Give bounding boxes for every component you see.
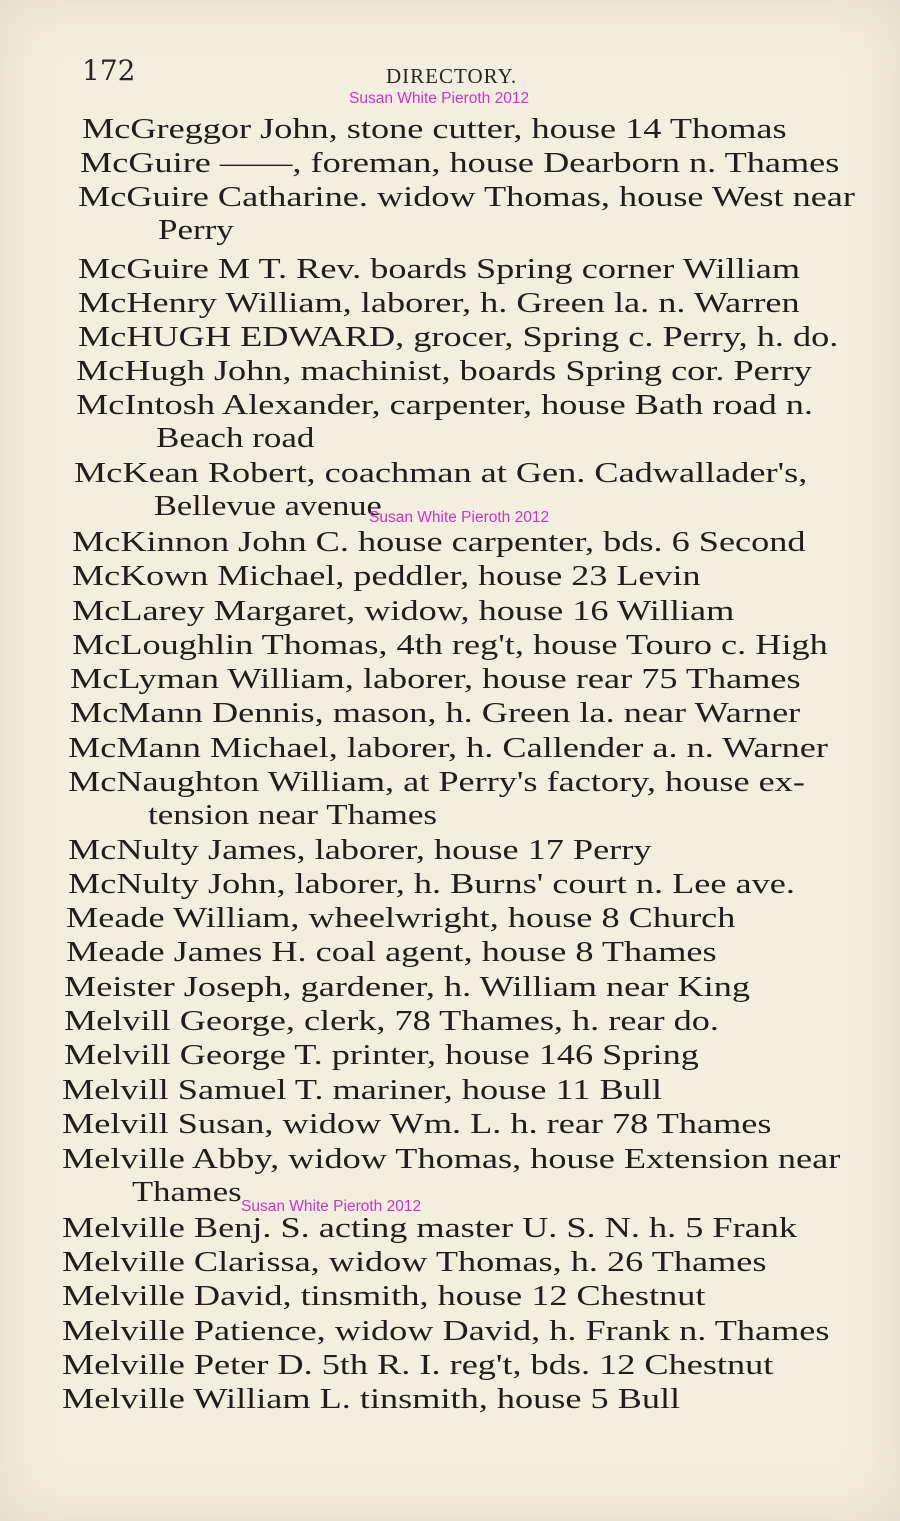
directory-entry-continuation: Perry	[158, 215, 234, 246]
directory-entry: McNaughton William, at Perry's factory, house ex-	[68, 766, 805, 798]
directory-entry: McHugh John, machinist, boards Spring cor. Perry	[76, 355, 812, 387]
directory-entry: Melvill Samuel T. mariner, house 11 Bull	[62, 1074, 662, 1106]
directory-entry: Melvill Susan, widow Wm. L. h. rear 78 Thames	[62, 1108, 772, 1140]
directory-entry: Melvill George T. printer, house 146 Spring	[64, 1039, 699, 1071]
watermark: Susan White Pieroth 2012	[241, 1198, 422, 1215]
directory-entry: Melville Peter D. 5th R. I. reg't, bds. 12 Chestnut	[62, 1349, 774, 1381]
watermark: Susan White Pieroth 2012	[369, 509, 550, 526]
directory-entry: Melville Patience, widow David, h. Frank n. Thames	[62, 1315, 830, 1347]
directory-entry: Melville David, tinsmith, house 12 Chestnut	[62, 1280, 706, 1312]
directory-entry: McGreggor John, stone cutter, house 14 Thomas	[82, 113, 787, 145]
directory-entry: Meade William, wheelwright, house 8 Church	[66, 902, 736, 934]
directory-entry: McIntosh Alexander, carpenter, house Bath road n.	[76, 389, 813, 421]
directory-entry: McGuire M T. Rev. boards Spring corner William	[78, 253, 801, 285]
directory-entry: Melville Abby, widow Thomas, house Extension near	[62, 1143, 841, 1175]
directory-entry: McNulty James, laborer, house 17 Perry	[68, 834, 652, 866]
directory-entry: McGuire ——, foreman, house Dearborn n. Thames	[80, 147, 840, 179]
directory-entry: Meade James H. coal agent, house 8 Thames	[66, 936, 717, 968]
directory-entry: McLyman William, laborer, house rear 75 Thames	[70, 663, 801, 695]
directory-entry-continuation: Thames	[132, 1177, 242, 1208]
directory-entry: McLoughlin Thomas, 4th reg't, house Touro c. High	[72, 629, 828, 661]
directory-entry-continuation: Beach road	[156, 423, 315, 454]
directory-entry: Meister Joseph, gardener, h. William near King	[64, 971, 750, 1003]
directory-entry: McLarey Margaret, widow, house 16 William	[72, 595, 735, 627]
directory-entry-continuation: Bellevue avenue	[154, 491, 382, 522]
directory-entry: McKinnon John C. house carpenter, bds. 6 Second	[72, 526, 806, 558]
page-number: 172	[82, 54, 136, 87]
directory-entry: McKean Robert, coachman at Gen. Cadwallader's,	[74, 457, 808, 489]
directory-entry: McNulty John, laborer, h. Burns' court n. Lee ave.	[68, 868, 795, 900]
directory-entry: McMann Dennis, mason, h. Green la. near Warner	[70, 697, 801, 729]
directory-entry: Melville William L. tinsmith, house 5 Bull	[62, 1383, 681, 1415]
directory-entry: Melville Clarissa, widow Thomas, h. 26 Thames	[62, 1246, 767, 1278]
directory-entry: McGuire Catharine. widow Thomas, house West near	[78, 181, 855, 213]
directory-entry: McMann Michael, laborer, h. Callender a. n. Warner	[68, 732, 828, 764]
directory-entry: Melville Benj. S. acting master U. S. N. h. 5 Frank	[62, 1212, 797, 1244]
watermark: Susan White Pieroth 2012	[349, 90, 530, 107]
running-head: DIRECTORY.	[386, 64, 518, 88]
directory-entry: McHUGH EDWARD, grocer, Spring c. Perry, h. do.	[78, 321, 839, 353]
directory-entry: Melvill George, clerk, 78 Thames, h. rear do.	[64, 1005, 719, 1037]
directory-entry: McKown Michael, peddler, house 23 Levin	[72, 560, 701, 592]
directory-entry: McHenry William, laborer, h. Green la. n. Warren	[78, 287, 800, 319]
directory-entry-continuation: tension near Thames	[148, 800, 438, 831]
